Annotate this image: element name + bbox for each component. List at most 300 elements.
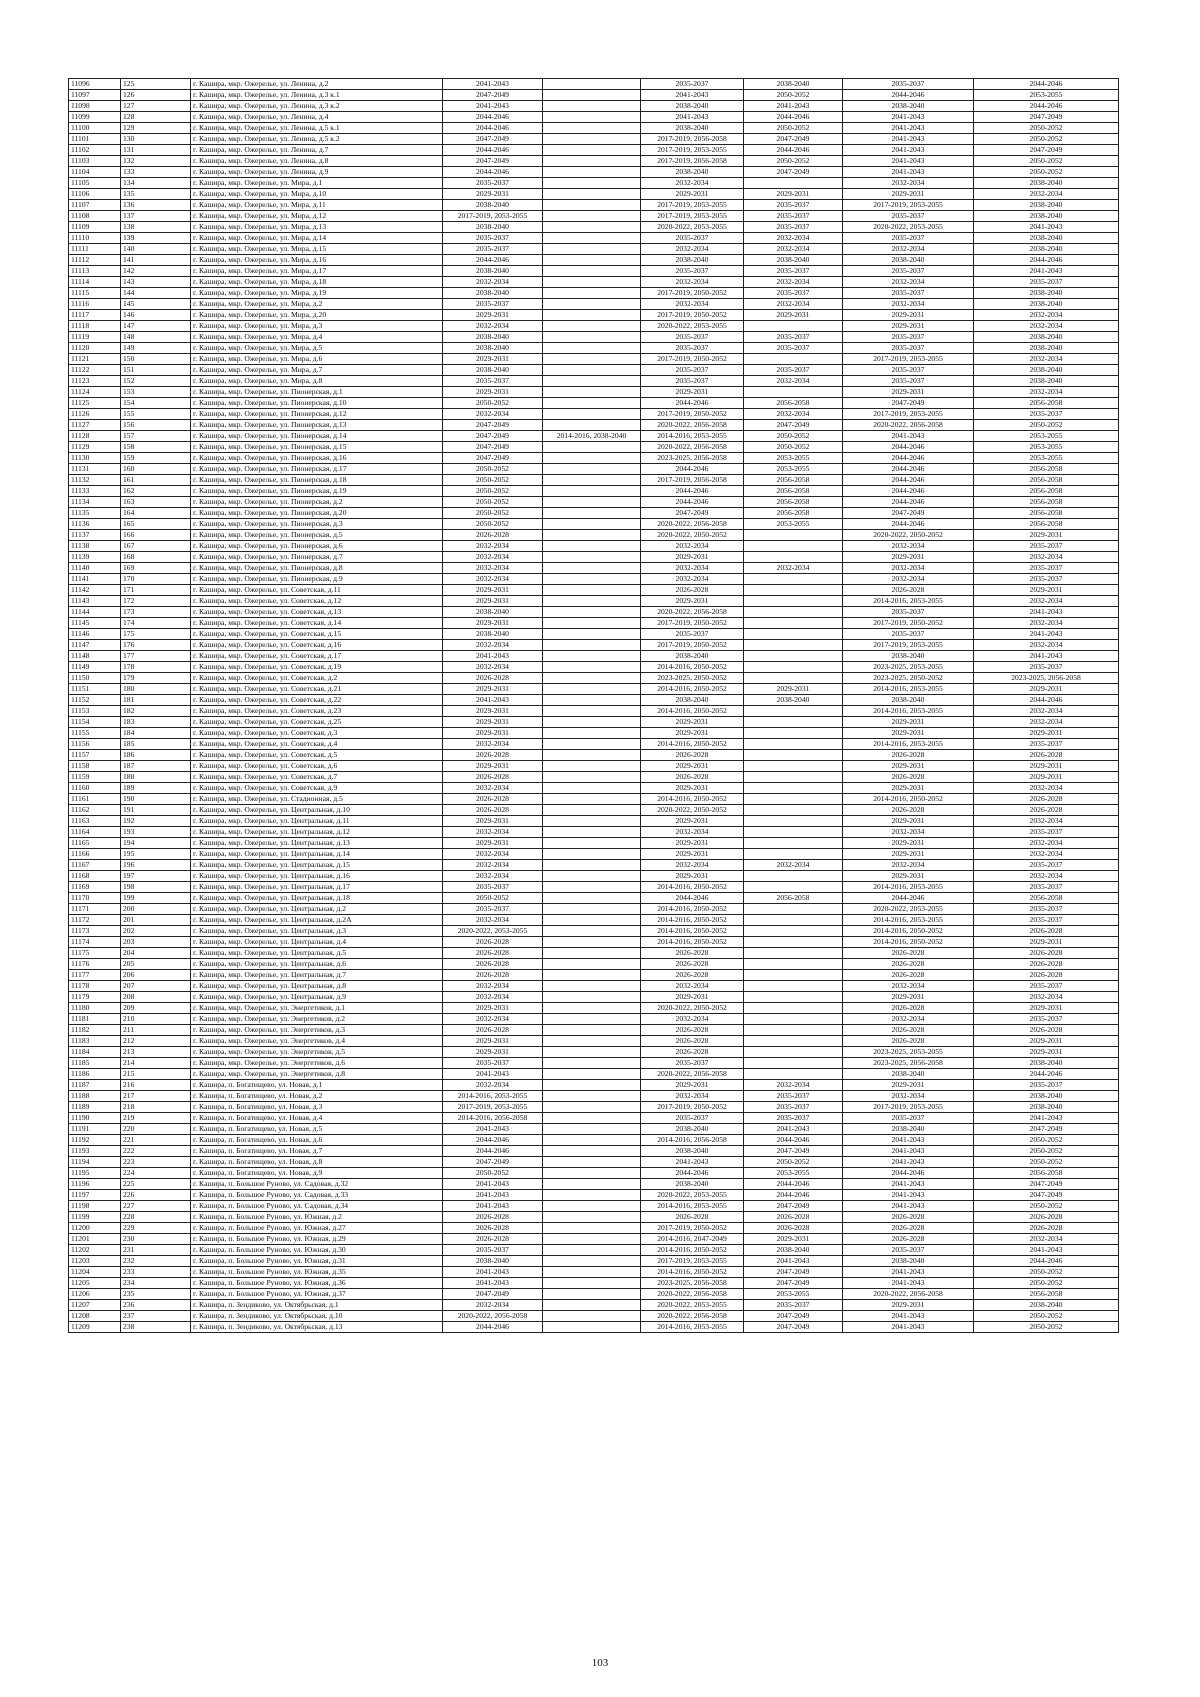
cell-period-lift [543, 651, 641, 662]
cell-period-roof: 2020-2022, 2053-2055 [443, 926, 543, 937]
cell-period-roof: 2029-2031 [443, 585, 543, 596]
cell-record-number: 11192 [69, 1135, 121, 1146]
cell-period-roof: 2041-2043 [443, 1124, 543, 1135]
cell-period-basement: 2014-2016, 2053-2055 [843, 706, 974, 717]
cell-address: г. Кашира, мкр. Ожерелье, ул. Мира, д.18 [191, 277, 443, 288]
cell-record-number: 11180 [69, 1003, 121, 1014]
cell-period-roof: 2026-2028 [443, 794, 543, 805]
cell-period-lift [543, 772, 641, 783]
cell-period-systems: 2035-2037 [641, 376, 744, 387]
cell-address: г. Кашира, мкр. Ожерелье, ул. Ленина, д.8 [191, 156, 443, 167]
cell-period-systems: 2017-2019, 2053-2055 [641, 145, 744, 156]
cell-period-roof: 2038-2040 [443, 343, 543, 354]
cell-record-number: 11104 [69, 167, 121, 178]
cell-period-roof: 2038-2040 [443, 222, 543, 233]
cell-period-foundation: 2041-2043 [974, 651, 1119, 662]
cell-period-basement: 2020-2022, 2056-2058 [843, 420, 974, 431]
cell-period-basement: 2020-2022, 2050-2052 [843, 530, 974, 541]
cell-period-basement: 2044-2046 [843, 497, 974, 508]
cell-record-number: 11175 [69, 948, 121, 959]
cell-period-roof: 2035-2037 [443, 178, 543, 189]
cell-period-lift [543, 200, 641, 211]
table-row [69, 321, 1119, 332]
cell-period-facade [744, 915, 843, 926]
cell-period-basement: 2023-2025, 2053-2055 [843, 662, 974, 673]
cell-record-number: 11185 [69, 1058, 121, 1069]
cell-period-lift [543, 1245, 641, 1256]
cell-item-number: 158 [121, 442, 191, 453]
table-row [69, 673, 1119, 684]
table-row [69, 926, 1119, 937]
cell-period-foundation: 2041-2043 [974, 1245, 1119, 1256]
table-row [69, 277, 1119, 288]
cell-period-roof: 2038-2040 [443, 365, 543, 376]
cell-item-number: 218 [121, 1102, 191, 1113]
cell-period-roof: 2026-2028 [443, 937, 543, 948]
cell-period-systems: 2017-2019, 2056-2058 [641, 156, 744, 167]
cell-period-foundation: 2056-2058 [974, 508, 1119, 519]
cell-period-facade: 2041-2043 [744, 1256, 843, 1267]
cell-period-basement: 2032-2034 [843, 1014, 974, 1025]
table-row [69, 233, 1119, 244]
cell-period-roof: 2032-2034 [443, 981, 543, 992]
cell-address: г. Кашира, п. Большое Руново, ул. Южная, д.2 [191, 1212, 443, 1223]
cell-address: г. Кашира, п. Богатищево, ул. Новая, д.5 [191, 1124, 443, 1135]
cell-period-facade [744, 596, 843, 607]
cell-record-number: 11143 [69, 596, 121, 607]
cell-period-foundation: 2050-2052 [974, 1267, 1119, 1278]
cell-record-number: 11112 [69, 255, 121, 266]
cell-period-roof: 2026-2028 [443, 530, 543, 541]
cell-period-foundation: 2038-2040 [974, 200, 1119, 211]
cell-period-systems: 2035-2037 [641, 1113, 744, 1124]
cell-item-number: 191 [121, 805, 191, 816]
cell-period-facade: 2032-2034 [744, 563, 843, 574]
cell-period-basement: 2029-2031 [843, 761, 974, 772]
cell-period-systems: 2044-2046 [641, 486, 744, 497]
cell-record-number: 11123 [69, 376, 121, 387]
cell-period-facade [744, 959, 843, 970]
cell-period-systems: 2014-2016, 2053-2055 [641, 431, 744, 442]
cell-period-foundation: 2032-2034 [974, 783, 1119, 794]
cell-period-roof: 2029-2031 [443, 1036, 543, 1047]
cell-period-foundation: 2050-2052 [974, 1146, 1119, 1157]
cell-item-number: 196 [121, 860, 191, 871]
cell-period-foundation: 2050-2052 [974, 1157, 1119, 1168]
cell-period-basement: 2014-2016, 2050-2052 [843, 937, 974, 948]
cell-item-number: 203 [121, 937, 191, 948]
cell-address: г. Кашира, п. Зендиково, ул. Октябрьская, д.1 [191, 1300, 443, 1311]
cell-record-number: 11205 [69, 1278, 121, 1289]
table-row [69, 200, 1119, 211]
cell-period-foundation: 2044-2046 [974, 1069, 1119, 1080]
cell-address: г. Кашира, п. Большое Руново, ул. Южная, д.37 [191, 1289, 443, 1300]
cell-record-number: 11200 [69, 1223, 121, 1234]
cell-period-facade: 2056-2058 [744, 398, 843, 409]
cell-item-number: 236 [121, 1300, 191, 1311]
cell-period-basement: 2026-2028 [843, 1223, 974, 1234]
cell-period-systems: 2020-2022, 2050-2052 [641, 805, 744, 816]
cell-period-basement: 2041-2043 [843, 1311, 974, 1322]
table-row [69, 596, 1119, 607]
table-row [69, 970, 1119, 981]
cell-period-roof: 2032-2034 [443, 574, 543, 585]
cell-item-number: 143 [121, 277, 191, 288]
table-row [69, 684, 1119, 695]
cell-period-roof: 2038-2040 [443, 607, 543, 618]
cell-period-lift [543, 761, 641, 772]
cell-period-systems: 2029-2031 [641, 871, 744, 882]
cell-period-lift [543, 563, 641, 574]
cell-period-systems: 2023-2025, 2050-2052 [641, 673, 744, 684]
cell-period-basement: 2017-2019, 2053-2055 [843, 409, 974, 420]
cell-record-number: 11162 [69, 805, 121, 816]
cell-period-roof: 2017-2019, 2053-2055 [443, 1102, 543, 1113]
cell-period-facade [744, 541, 843, 552]
table-row [69, 651, 1119, 662]
cell-address: г. Кашира, мкр. Ожерелье, ул. Центральная, д.14 [191, 849, 443, 860]
cell-period-lift [543, 1300, 641, 1311]
cell-item-number: 148 [121, 332, 191, 343]
cell-period-facade [744, 739, 843, 750]
cell-address: г. Кашира, мкр. Ожерелье, ул. Мира, д.16 [191, 255, 443, 266]
cell-address: г. Кашира, мкр. Ожерелье, ул. Пионерская, д.12 [191, 409, 443, 420]
cell-record-number: 11167 [69, 860, 121, 871]
table-row [69, 871, 1119, 882]
cell-period-basement: 2032-2034 [843, 244, 974, 255]
cell-record-number: 11135 [69, 508, 121, 519]
cell-period-systems: 2038-2040 [641, 167, 744, 178]
cell-period-facade [744, 354, 843, 365]
table-row [69, 310, 1119, 321]
cell-period-facade [744, 640, 843, 651]
table-row [69, 882, 1119, 893]
cell-record-number: 11164 [69, 827, 121, 838]
cell-period-systems: 2020-2022, 2050-2052 [641, 530, 744, 541]
cell-period-lift [543, 90, 641, 101]
cell-period-facade: 2044-2046 [744, 1135, 843, 1146]
cell-address: г. Кашира, мкр. Ожерелье, ул. Мира, д.11 [191, 200, 443, 211]
cell-period-systems: 2029-2031 [641, 816, 744, 827]
cell-address: г. Кашира, п. Богатищево, ул. Новая, д.9 [191, 1168, 443, 1179]
table-row [69, 1256, 1119, 1267]
cell-period-foundation: 2029-2031 [974, 530, 1119, 541]
cell-item-number: 165 [121, 519, 191, 530]
cell-period-basement: 2041-2043 [843, 156, 974, 167]
cell-period-lift [543, 1267, 641, 1278]
cell-address: г. Кашира, мкр. Ожерелье, ул. Центральная, д.2 [191, 904, 443, 915]
cell-item-number: 183 [121, 717, 191, 728]
cell-period-lift [543, 849, 641, 860]
table-row [69, 442, 1119, 453]
cell-period-roof: 2035-2037 [443, 904, 543, 915]
cell-period-facade [744, 178, 843, 189]
table-row [69, 178, 1119, 189]
cell-item-number: 197 [121, 871, 191, 882]
cell-period-lift [543, 1146, 641, 1157]
cell-period-systems: 2017-2019, 2053-2055 [641, 1256, 744, 1267]
cell-period-basement: 2035-2037 [843, 1113, 974, 1124]
cell-period-facade [744, 827, 843, 838]
cell-record-number: 11207 [69, 1300, 121, 1311]
table-row [69, 1245, 1119, 1256]
cell-record-number: 11166 [69, 849, 121, 860]
cell-record-number: 11125 [69, 398, 121, 409]
cell-period-roof: 2044-2046 [443, 1135, 543, 1146]
cell-address: г. Кашира, мкр. Ожерелье, ул. Энергетиков, д.8 [191, 1069, 443, 1080]
cell-period-basement: 2026-2028 [843, 1036, 974, 1047]
cell-period-foundation: 2041-2043 [974, 222, 1119, 233]
cell-item-number: 233 [121, 1267, 191, 1278]
cell-item-number: 132 [121, 156, 191, 167]
cell-period-basement: 2038-2040 [843, 695, 974, 706]
cell-item-number: 129 [121, 123, 191, 134]
table-row [69, 211, 1119, 222]
cell-address: г. Кашира, мкр. Ожерелье, ул. Советская, д.3 [191, 728, 443, 739]
cell-period-facade: 2047-2049 [744, 1201, 843, 1212]
cell-record-number: 11202 [69, 1245, 121, 1256]
cell-period-basement: 2026-2028 [843, 772, 974, 783]
cell-period-systems: 2026-2028 [641, 750, 744, 761]
cell-period-facade: 2035-2037 [744, 288, 843, 299]
cell-period-systems: 2047-2049 [641, 508, 744, 519]
cell-record-number: 11194 [69, 1157, 121, 1168]
cell-period-basement: 2041-2043 [843, 1157, 974, 1168]
cell-period-roof: 2029-2031 [443, 717, 543, 728]
cell-period-systems: 2014-2016, 2050-2052 [641, 739, 744, 750]
cell-period-roof: 2014-2016, 2056-2058 [443, 1113, 543, 1124]
cell-period-foundation: 2029-2031 [974, 1047, 1119, 1058]
cell-period-facade: 2032-2034 [744, 409, 843, 420]
cell-period-facade: 2032-2034 [744, 376, 843, 387]
cell-address: г. Кашира, мкр. Ожерелье, ул. Советская, д.17 [191, 651, 443, 662]
cell-period-systems: 2026-2028 [641, 1212, 744, 1223]
table-row [69, 1179, 1119, 1190]
cell-period-foundation: 2032-2034 [974, 706, 1119, 717]
cell-period-foundation: 2029-2031 [974, 1003, 1119, 1014]
cell-period-foundation: 2032-2034 [974, 640, 1119, 651]
cell-period-systems: 2035-2037 [641, 343, 744, 354]
cell-period-lift [543, 420, 641, 431]
cell-address: г. Кашира, мкр. Ожерелье, ул. Энергетиков, д.2 [191, 1014, 443, 1025]
cell-period-systems: 2029-2031 [641, 992, 744, 1003]
cell-period-systems: 2017-2019, 2056-2058 [641, 475, 744, 486]
cell-record-number: 11144 [69, 607, 121, 618]
cell-item-number: 235 [121, 1289, 191, 1300]
cell-period-systems: 2026-2028 [641, 970, 744, 981]
table-row [69, 1311, 1119, 1322]
cell-period-basement: 2026-2028 [843, 1212, 974, 1223]
cell-item-number: 146 [121, 310, 191, 321]
cell-period-foundation: 2032-2034 [974, 596, 1119, 607]
cell-period-foundation: 2026-2028 [974, 1212, 1119, 1223]
cell-address: г. Кашира, мкр. Ожерелье, ул. Мира, д.1 [191, 178, 443, 189]
table-row [69, 222, 1119, 233]
cell-record-number: 11197 [69, 1190, 121, 1201]
cell-record-number: 11195 [69, 1168, 121, 1179]
cell-period-facade: 2047-2049 [744, 1278, 843, 1289]
table-row [69, 464, 1119, 475]
cell-address: г. Кашира, мкр. Ожерелье, ул. Ленина, д.5 к.2 [191, 134, 443, 145]
cell-period-foundation: 2044-2046 [974, 79, 1119, 90]
cell-period-lift [543, 1289, 641, 1300]
cell-item-number: 155 [121, 409, 191, 420]
cell-period-foundation: 2050-2052 [974, 123, 1119, 134]
cell-period-foundation: 2044-2046 [974, 101, 1119, 112]
cell-period-basement: 2026-2028 [843, 948, 974, 959]
cell-period-basement: 2047-2049 [843, 508, 974, 519]
cell-record-number: 11171 [69, 904, 121, 915]
cell-record-number: 11198 [69, 1201, 121, 1212]
cell-period-lift [543, 475, 641, 486]
cell-record-number: 11137 [69, 530, 121, 541]
cell-record-number: 11127 [69, 420, 121, 431]
cell-item-number: 186 [121, 750, 191, 761]
cell-period-roof: 2047-2049 [443, 1157, 543, 1168]
cell-period-basement: 2035-2037 [843, 376, 974, 387]
cell-record-number: 11118 [69, 321, 121, 332]
cell-record-number: 11099 [69, 112, 121, 123]
cell-item-number: 213 [121, 1047, 191, 1058]
cell-item-number: 149 [121, 343, 191, 354]
cell-period-lift [543, 948, 641, 959]
cell-record-number: 11178 [69, 981, 121, 992]
cell-address: г. Кашира, п. Большое Руново, ул. Садовая, д.33 [191, 1190, 443, 1201]
cell-period-roof: 2029-2031 [443, 728, 543, 739]
cell-period-facade [744, 1047, 843, 1058]
table-row [69, 783, 1119, 794]
cell-period-facade: 2035-2037 [744, 266, 843, 277]
cell-period-systems: 2032-2034 [641, 860, 744, 871]
cell-item-number: 166 [121, 530, 191, 541]
cell-record-number: 11183 [69, 1036, 121, 1047]
cell-item-number: 215 [121, 1069, 191, 1080]
cell-period-lift [543, 134, 641, 145]
cell-period-roof: 2032-2034 [443, 827, 543, 838]
cell-period-roof: 2035-2037 [443, 376, 543, 387]
table-row [69, 1036, 1119, 1047]
cell-period-facade: 2035-2037 [744, 1091, 843, 1102]
cell-period-roof: 2047-2049 [443, 1289, 543, 1300]
cell-address: г. Кашира, мкр. Ожерелье, ул. Мира, д.8 [191, 376, 443, 387]
cell-record-number: 11139 [69, 552, 121, 563]
cell-record-number: 11199 [69, 1212, 121, 1223]
cell-period-lift [543, 662, 641, 673]
cell-period-foundation: 2056-2058 [974, 1289, 1119, 1300]
cell-item-number: 231 [121, 1245, 191, 1256]
cell-period-lift [543, 959, 641, 970]
cell-period-systems: 2038-2040 [641, 1179, 744, 1190]
cell-address: г. Кашира, мкр. Ожерелье, ул. Центральная, д.12 [191, 827, 443, 838]
cell-period-roof: 2026-2028 [443, 970, 543, 981]
cell-period-lift [543, 222, 641, 233]
cell-item-number: 208 [121, 992, 191, 1003]
cell-period-systems: 2029-2031 [641, 761, 744, 772]
cell-period-roof: 2032-2034 [443, 992, 543, 1003]
cell-item-number: 194 [121, 838, 191, 849]
table-row [69, 266, 1119, 277]
table-row [69, 123, 1119, 134]
cell-address: г. Кашира, мкр. Ожерелье, ул. Пионерская, д.10 [191, 398, 443, 409]
cell-period-basement: 2026-2028 [843, 805, 974, 816]
table-row [69, 255, 1119, 266]
cell-period-facade: 2035-2037 [744, 365, 843, 376]
table-row [69, 288, 1119, 299]
cell-period-facade [744, 849, 843, 860]
cell-period-roof: 2050-2052 [443, 398, 543, 409]
cell-period-foundation: 2056-2058 [974, 519, 1119, 530]
cell-record-number: 11191 [69, 1124, 121, 1135]
cell-item-number: 224 [121, 1168, 191, 1179]
cell-period-basement: 2035-2037 [843, 607, 974, 618]
cell-period-lift [543, 464, 641, 475]
cell-item-number: 135 [121, 189, 191, 200]
cell-record-number: 11131 [69, 464, 121, 475]
cell-item-number: 232 [121, 1256, 191, 1267]
cell-period-basement: 2029-2031 [843, 728, 974, 739]
cell-period-roof: 2041-2043 [443, 1278, 543, 1289]
cell-period-lift [543, 167, 641, 178]
cell-item-number: 182 [121, 706, 191, 717]
cell-period-foundation: 2038-2040 [974, 332, 1119, 343]
cell-period-foundation: 2035-2037 [974, 827, 1119, 838]
cell-period-lift [543, 794, 641, 805]
table-row [69, 838, 1119, 849]
cell-period-systems: 2029-2031 [641, 849, 744, 860]
cell-record-number: 11151 [69, 684, 121, 695]
cell-period-roof: 2050-2052 [443, 497, 543, 508]
cell-period-roof: 2029-2031 [443, 684, 543, 695]
cell-period-roof: 2029-2031 [443, 596, 543, 607]
cell-period-foundation: 2029-2031 [974, 772, 1119, 783]
cell-period-basement: 2014-2016, 2053-2055 [843, 882, 974, 893]
cell-period-facade: 2047-2049 [744, 1322, 843, 1333]
cell-address: г. Кашира, мкр. Ожерелье, ул. Советская, д.12 [191, 596, 443, 607]
cell-address: г. Кашира, мкр. Ожерелье, ул. Мира, д.6 [191, 354, 443, 365]
cell-period-basement: 2035-2037 [843, 1245, 974, 1256]
cell-period-facade [744, 1014, 843, 1025]
cell-period-basement: 2020-2022, 2053-2055 [843, 222, 974, 233]
cell-period-lift [543, 915, 641, 926]
cell-period-lift [543, 178, 641, 189]
table-row [69, 1278, 1119, 1289]
cell-period-basement: 2014-2016, 2050-2052 [843, 926, 974, 937]
cell-period-facade [744, 387, 843, 398]
cell-period-systems: 2044-2046 [641, 464, 744, 475]
cell-item-number: 185 [121, 739, 191, 750]
table-row [69, 1190, 1119, 1201]
cell-period-systems: 2020-2022, 2056-2058 [641, 607, 744, 618]
cell-period-foundation: 2029-2031 [974, 1036, 1119, 1047]
cell-period-lift [543, 574, 641, 585]
cell-period-roof: 2041-2043 [443, 695, 543, 706]
cell-period-facade: 2053-2055 [744, 1168, 843, 1179]
cell-record-number: 11181 [69, 1014, 121, 1025]
cell-record-number: 11130 [69, 453, 121, 464]
cell-record-number: 11147 [69, 640, 121, 651]
cell-item-number: 147 [121, 321, 191, 332]
table-row [69, 1025, 1119, 1036]
cell-address: г. Кашира, мкр. Ожерелье, ул. Энергетиков, д.6 [191, 1058, 443, 1069]
cell-period-lift [543, 937, 641, 948]
cell-address: г. Кашира, п. Богатищево, ул. Новая, д.3 [191, 1102, 443, 1113]
cell-period-basement: 2032-2034 [843, 860, 974, 871]
cell-period-facade [744, 1058, 843, 1069]
cell-period-facade [744, 838, 843, 849]
table-row [69, 156, 1119, 167]
cell-address: г. Кашира, мкр. Ожерелье, ул. Советская, д.9 [191, 783, 443, 794]
cell-record-number: 11124 [69, 387, 121, 398]
